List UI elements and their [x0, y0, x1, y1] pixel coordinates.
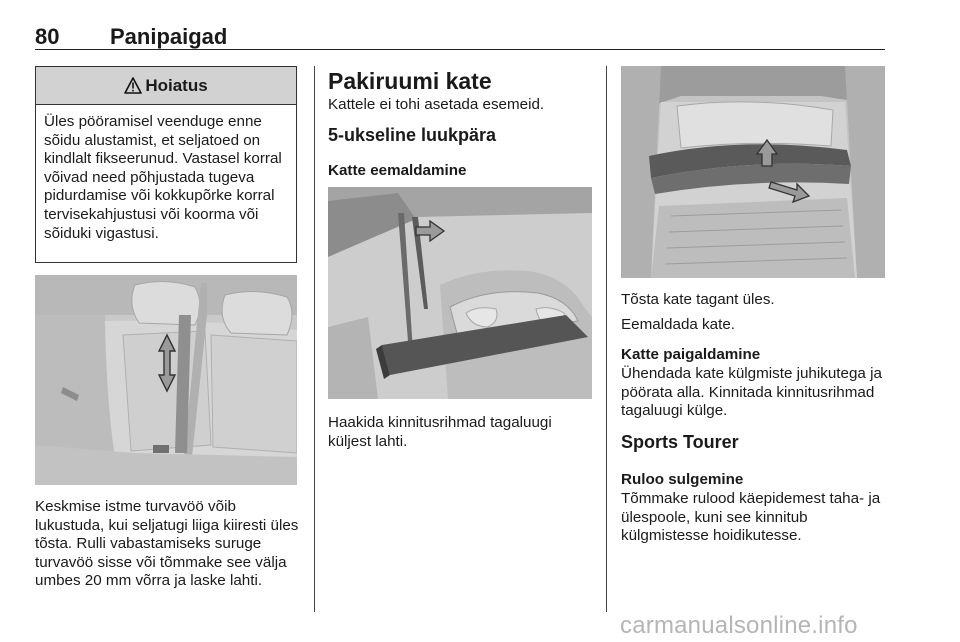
rear-seat-figure	[35, 275, 297, 485]
warning-triangle-icon	[124, 77, 142, 94]
watermark: carmanualsonline.info	[620, 612, 858, 639]
sports-tourer-heading: Sports Tourer	[621, 432, 739, 452]
hatch-removal-figure	[328, 187, 592, 399]
intro-text: Kattele ei tohi asetada esemeid.	[328, 96, 545, 113]
page-title: Panipaigad	[110, 24, 228, 49]
page-header	[35, 24, 885, 52]
removal-text: Haakida kinnitusrihmad tagaluugi küljest lahti.	[328, 414, 552, 450]
step-lift-text: Tõsta kate tagant üles.	[621, 291, 775, 308]
rollup-heading: Ruloo sulgemine	[621, 471, 744, 488]
install-text: Ühendada kate külgmiste juhikutega ja pöörata alla. Kinnitada kinnitusrihmad tagaluugi külge.	[621, 365, 882, 420]
step-remove-text: Eemaldada kate.	[621, 316, 735, 333]
rollup-text: Tõmmake rulood käepidemest taha- ja ülespoole, kuni see kinnitub külgmistesse hoidikutesse.	[621, 490, 881, 545]
cover-lift-figure	[621, 66, 885, 278]
removal-heading: Katte eemaldamine	[328, 162, 467, 179]
column-divider-2	[606, 66, 607, 612]
warning-text: Üles pööramisel veenduge enne sõidu alustamist, et seljatoed on kindlalt fikseerunud. Vastasel korral võivad need põhjustada tugeva pidurdamise või kokkupõrke korral tervisekahjustusi või koorma või sõiduki vigastusi.	[44, 113, 282, 242]
install-heading: Katte paigaldamine	[621, 346, 761, 363]
warning-box	[35, 66, 297, 263]
header-rule	[35, 49, 885, 50]
subheading-5door: 5-ukseline luukpära	[328, 125, 497, 145]
section-heading: Pakiruumi kate	[328, 68, 492, 94]
page-number: 80	[35, 24, 60, 49]
column-divider-1	[314, 66, 315, 612]
warning-title: Hoiatus	[145, 75, 208, 95]
warning-header	[36, 67, 296, 105]
seatbelt-text: Keskmise istme turvavöö võib lukustuda, kui seljatugi liiga kiiresti üles tõsta. Rulli vabastamiseks suruge turvavöö sisse või tõmmake see välja umbes 20 mm võrra ja laske lahti.	[35, 498, 299, 590]
